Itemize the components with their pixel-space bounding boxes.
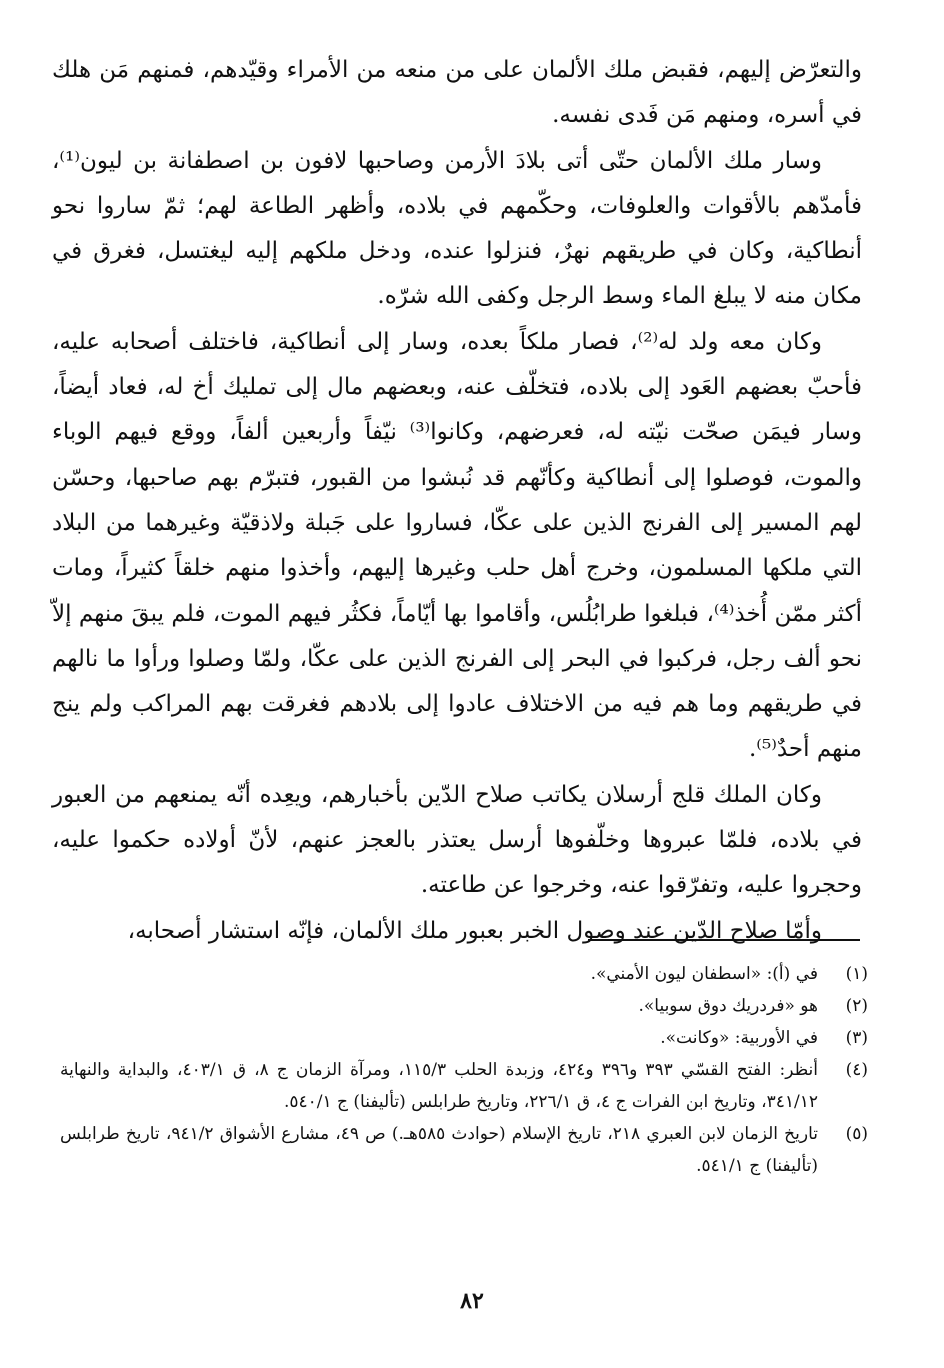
footnote-3: [60, 1022, 868, 1054]
footnote-1: [60, 958, 868, 990]
footnote-5: [60, 1118, 868, 1182]
footnote-number: (١): [845, 964, 868, 984]
footnote-2: [60, 990, 868, 1022]
paragraph-1: والتعرّض إليهم، فقبض ملك الألمان على من منعه من الأمراء وقيّدهم، فمنهم مَن هلك في أسره، ومنهم مَن فَدى نفسه.: [52, 57, 862, 129]
main-text: [52, 48, 862, 954]
footnote-text: هو «فردريك دوق سوبيا».: [638, 996, 818, 1016]
footnote-4: [60, 1054, 868, 1118]
footnotes: [60, 958, 868, 1182]
paragraph-3: وكان معه ولد له⁽²⁾، فصار ملكاً بعده، وسار إلى أنطاكية، فاختلف أصحابه عليه، فأحبّ بعضهم العَود إلى بلاده، فتخلّف عنه، وبعضهم مال إلى تمليك أخ له، فعاد أيضاً، وسار فيمَن صحّت نيّته له، فعرضهم، وكانوا⁽³⁾ نيّفاً وأربعين ألفاً، ووقع فيهم الوباء والموت، فوصلوا إلى أنطاكية وكأنّهم قد نُبشوا من القبور، فتبرّم بهم صاحبها، وحسّن لهم المسير إلى الفرنج الذين على عكّا، فساروا على جَبلة ولاذقيّة وغيرهما من البلاد التي ملكها المسلمون، وخرج أهل حلب وغيرها إليهم، وأخذوا منهم خلقاً كثيراً، ومات أكثر ممّن أُخذ⁽⁴⁾، فبلغوا طرابُلُس، وأقاموا بها أيّاماً، فكثُر فيهم الموت، فلم يبقَ منهم إلاّ نحو ألف رجل، فركبوا في البحر إلى الفرنج الذين على عكّا، ولمّا وصلوا ورأوا ما نالهم في طريقهم وما هم فيه من الاختلاف عادوا إلى بلادهم فغرقت بهم المراكب ولم ينج منهم أحدٌ⁽⁵⁾.: [52, 328, 863, 763]
footnote-number: (٢): [845, 996, 868, 1016]
footnote-number: (٣): [845, 1028, 868, 1048]
footnote-text: في الأوربية: «وكانت».: [660, 1028, 818, 1048]
paragraph-2: وسار ملك الألمان حتّى أتى بلادَ الأرمن وصاحبها لافون بن اصطفانة بن ليون⁽¹⁾، فأمدّهم بالأقوات والعلوفات، وحكّمهم في بلاده، وأظهر الطاعة لهم؛ ثمّ ساروا نحو أنطاكية، وكان في طريقهم نهرٌ، فنزلوا عنده، ودخل ملكهم إليه ليغتسل، فغرق في مكان منه لا يبلغ الماء وسط الرجل وكفى الله شرّه.: [52, 147, 862, 310]
footnote-text: تاريخ الزمان لابن العبري ٢١٨، تاريخ الإسلام (حوادث ٥٨٥هـ.) ص ٤٩، مشارع الأشواق ٩٤١/٢، تاريخ طرابلس (تأليفنا) ج ٥٤١/١.: [60, 1124, 818, 1176]
footnote-number: (٥): [845, 1124, 868, 1144]
paragraph-4: وكان الملك قلج أرسلان يكاتب صلاح الدّين بأخبارهم، ويعِده أنّه يمنعهم من العبور في بلاده، فلمّا عبروها وخلّفوها أرسل يعتذر بالعجز عنهم، لأنّ أولاده حكموا عليه، وحجروا عليه، وتفرّقوا عنه، وخرجوا عن طاعته.: [52, 781, 862, 899]
footnote-divider: [588, 939, 860, 941]
footnote-number: (٤): [845, 1060, 868, 1080]
footnote-text: أنظر: الفتح القسّي ٣٩٣ و٣٩٦ و٤٢٤، وزبدة الحلب ١١٥/٣، ومرآة الزمان ج ٨، ق ٤٠٣/١، والبداية والنهاية ٣٤١/١٢، وتاريخ ابن الفرات ج ٤، ق ٢٢٦/١، وتاريخ طرابلس (تأليفنا) ج ٥٤٠/١.: [60, 1060, 818, 1112]
page-number: ٨٢: [460, 1288, 484, 1314]
paragraph-5: وأمّا صلاح الدّين عند وصول الخبر بعبور ملك الألمان، فإنّه استشار أصحابه،: [127, 917, 822, 944]
footnote-text: في (أ): «اسطفان ليون الأمني».: [590, 964, 818, 984]
